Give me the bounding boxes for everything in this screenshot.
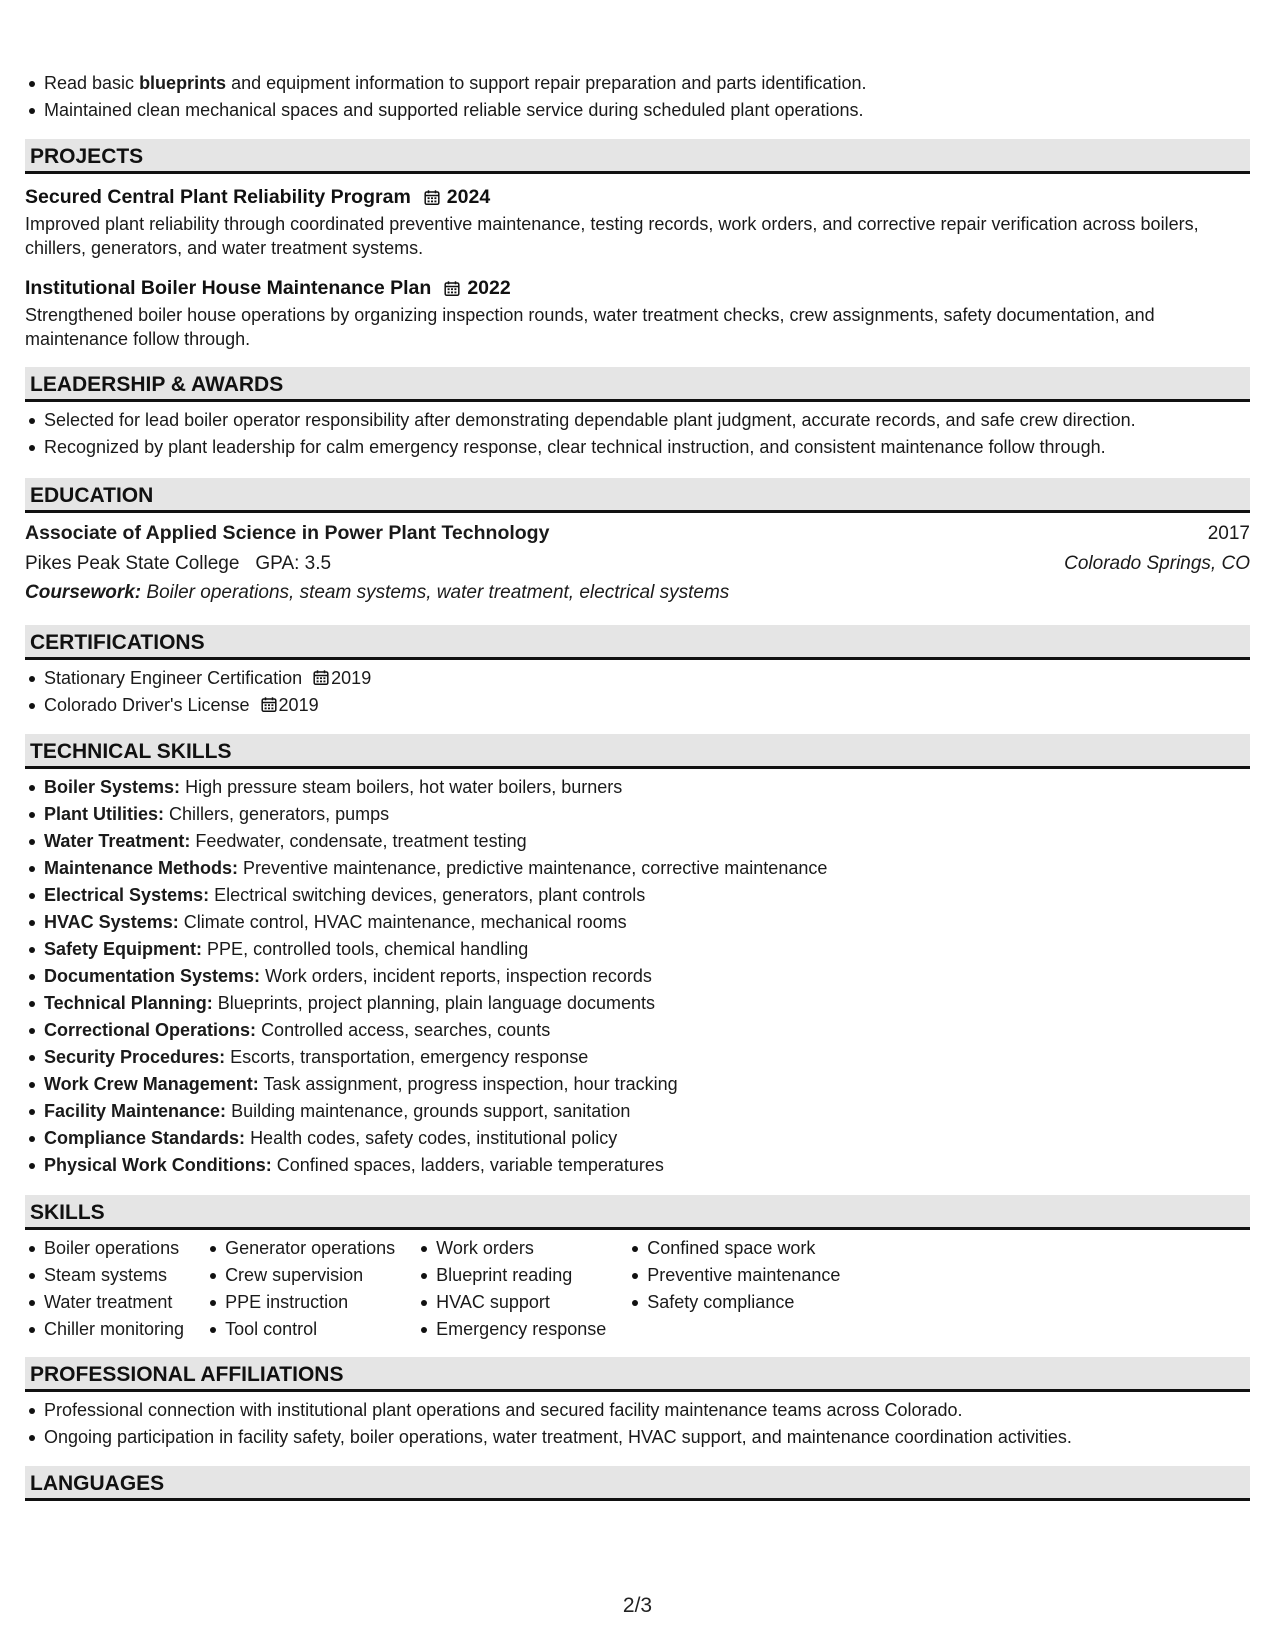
section-heading-education: EDUCATION [25,478,1250,513]
project-title: Secured Central Plant Reliability Program [25,185,411,208]
technical-skills-list [25,774,1250,1179]
list-item: Correctional Operations: Controlled access, searches, counts [25,1017,1250,1044]
list-item: Work orders [417,1235,606,1262]
list-item [25,692,1250,719]
experience-bullets [25,70,1250,124]
list-item: PPE instruction [206,1289,395,1316]
list-item: Boiler Systems: High pressure steam boilers, hot water boilers, burners [25,774,1250,801]
skills-column [628,1235,840,1343]
list-item: Selected for lead boiler operator responsibility after demonstrating dependable plant judgment, accurate records, and safe crew direction. [25,407,1250,434]
list-item: Safety compliance [628,1289,840,1316]
education-location: Colorado Springs, CO [1064,552,1250,574]
school-name: Pikes Peak State College [25,552,240,574]
list-item: Chiller monitoring [25,1316,184,1343]
affiliations-list [25,1397,1250,1451]
list-item: Read basic blueprints and equipment information to support repair preparation and parts identification. [25,70,1250,97]
project-description: Strengthened boiler house operations by organizing inspection rounds, water treatment checks, crew assignments, safety documentation, and maintenance follow through. [25,305,1155,349]
calendar-icon [444,280,460,297]
list-item: Crew supervision [206,1262,395,1289]
list-item: Preventive maintenance [628,1262,840,1289]
list-item: Maintenance Methods: Preventive maintenance, predictive maintenance, corrective maintenance [25,855,1250,882]
list-item: Emergency response [417,1316,606,1343]
list-item: HVAC Systems: Climate control, HVAC maintenance, mechanical rooms [25,909,1250,936]
education-year: 2017 [1207,522,1250,544]
list-item: Compliance Standards: Health codes, safety codes, institutional policy [25,1125,1250,1152]
list-item: Physical Work Conditions: Confined spaces, ladders, variable temperatures [25,1152,1250,1179]
skills-column [417,1235,606,1343]
project-title: Institutional Boiler House Maintenance Plan [25,276,432,299]
project-description: Improved plant reliability through coordinated preventive maintenance, testing records, work orders, and corrective repair verification across boilers, chillers, generators, and water treatment systems. [25,214,1199,258]
list-item: Blueprint reading [417,1262,606,1289]
section-heading-affiliations: PROFESSIONAL AFFILIATIONS [25,1357,1250,1392]
section-heading-languages: LANGUAGES [25,1466,1250,1501]
list-item: Ongoing participation in facility safety, boiler operations, water treatment, HVAC support, and maintenance coordination activities. [25,1424,1250,1451]
section-heading-leadership: LEADERSHIP & AWARDS [25,367,1250,402]
list-item: Water Treatment: Feedwater, condensate, treatment testing [25,828,1250,855]
list-item: Recognized by plant leadership for calm emergency response, clear technical instruction, and consistent maintenance follow through. [25,434,1250,461]
section-heading-certifications: CERTIFICATIONS [25,625,1250,660]
calendar-icon [261,696,277,713]
certification-name: Colorado Driver's License [44,695,250,715]
page-indicator: 2/3 [622,1594,653,1617]
certification-year: 2019 [278,695,319,715]
leadership-list [25,407,1250,461]
certification-year: 2019 [331,668,372,688]
skills-column [25,1235,184,1343]
certifications-list [25,665,1250,719]
gpa: GPA: 3.5 [255,552,332,574]
section-heading-technical-skills: TECHNICAL SKILLS [25,734,1250,769]
coursework: Coursework: Boiler operations, steam systems, water treatment, electrical systems [25,582,730,603]
project-item [25,273,1250,351]
section-heading-skills: SKILLS [25,1195,1250,1230]
degree-title: Associate of Applied Science in Power Plant Technology [25,522,550,544]
certification-name: Stationary Engineer Certification [44,668,303,688]
project-year: 2022 [467,276,511,299]
resume-page [25,70,1250,1501]
skills-columns [25,1235,1250,1343]
list-item: Boiler operations [25,1235,184,1262]
calendar-icon [313,669,329,686]
list-item: Maintained clean mechanical spaces and supported reliable service during scheduled plant operations. [25,97,1250,124]
list-item: Work Crew Management: Task assignment, progress inspection, hour tracking [25,1071,1250,1098]
list-item: Electrical Systems: Electrical switching devices, generators, plant controls [25,882,1250,909]
list-item: Steam systems [25,1262,184,1289]
project-year: 2024 [446,185,491,208]
section-heading-projects: PROJECTS [25,139,1250,174]
list-item: Confined space work [628,1235,840,1262]
calendar-icon [424,189,440,206]
list-item: Technical Planning: Blueprints, project planning, plain language documents [25,990,1250,1017]
list-item: Professional connection with institutional plant operations and secured facility maintenance teams across Colorado. [25,1397,1250,1424]
list-item: Generator operations [206,1235,395,1262]
list-item: Plant Utilities: Chillers, generators, pumps [25,801,1250,828]
skills-column [206,1235,395,1343]
list-item: HVAC support [417,1289,606,1316]
list-item: Tool control [206,1316,395,1343]
list-item: Facility Maintenance: Building maintenance, grounds support, sanitation [25,1098,1250,1125]
list-item: Documentation Systems: Work orders, incident reports, inspection records [25,963,1250,990]
project-item [25,182,1250,260]
list-item: Security Procedures: Escorts, transportation, emergency response [25,1044,1250,1071]
list-item: Water treatment [25,1289,184,1316]
list-item [25,665,1250,692]
list-item: Safety Equipment: PPE, controlled tools, chemical handling [25,936,1250,963]
